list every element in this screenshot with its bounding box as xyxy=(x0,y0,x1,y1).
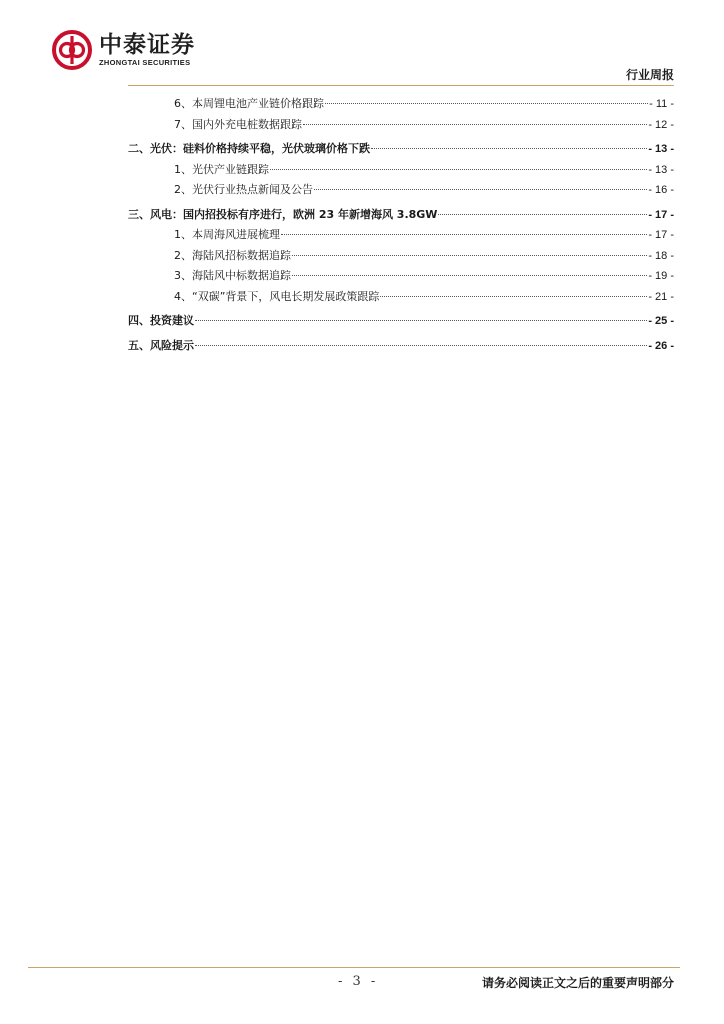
toc-entry-label: 4、“双碳”背景下，风电长期发展政策跟踪 xyxy=(174,289,380,303)
table-of-contents xyxy=(128,94,674,356)
toc-entry-page: - 13 - xyxy=(648,163,674,176)
toc-entry[interactable] xyxy=(128,336,674,357)
toc-dot-leader xyxy=(195,345,647,346)
toc-entry[interactable] xyxy=(128,115,674,136)
toc-dot-leader xyxy=(195,320,647,321)
toc-entry[interactable] xyxy=(128,94,674,115)
page-number: - 3 - xyxy=(338,974,379,989)
toc-entry-page: - 19 - xyxy=(648,270,674,282)
page-header xyxy=(0,0,724,90)
toc-entry[interactable] xyxy=(128,139,674,160)
toc-entry-label: 2、海陆风招标数据追踪 xyxy=(174,248,291,262)
disclaimer-note: 请务必阅读正文之后的重要声明部分 xyxy=(481,976,674,990)
toc-entry-label: 3、海陆风中标数据追踪 xyxy=(174,269,291,282)
toc-entry-page: - 17 - xyxy=(648,208,674,221)
toc-entry-page: - 26 - xyxy=(648,339,674,352)
toc-dot-leader xyxy=(438,214,647,215)
toc-entry-page: - 13 - xyxy=(648,143,674,155)
toc-entry[interactable] xyxy=(128,246,674,267)
toc-dot-leader xyxy=(380,296,647,297)
toc-entry-page: - 11 - xyxy=(649,98,674,110)
toc-dot-leader xyxy=(292,255,647,256)
toc-entry-page: - 18 - xyxy=(648,249,674,262)
toc-entry-label: 2、光伏行业热点新闻及公告 xyxy=(174,183,313,196)
logo-emblem-icon xyxy=(52,30,92,70)
company-logo xyxy=(52,30,195,70)
toc-entry-label: 三、风电：国内招投标有序进行，欧洲 23 年新增海风 3.8GW xyxy=(128,207,438,221)
toc-entry[interactable] xyxy=(128,205,674,226)
toc-entry-label: 6、本周锂电池产业链价格跟踪 xyxy=(174,97,324,110)
toc-entry[interactable] xyxy=(128,225,674,246)
toc-entry-label: 7、国内外充电桩数据跟踪 xyxy=(174,117,302,131)
logo-chinese-name: 中泰证券 xyxy=(99,32,195,58)
toc-entry-label: 1、光伏产业链跟踪 xyxy=(174,162,269,176)
toc-entry[interactable] xyxy=(128,180,674,201)
toc-entry-page: - 25 - xyxy=(648,315,674,327)
toc-entry[interactable] xyxy=(128,287,674,308)
header-divider xyxy=(128,85,674,86)
toc-entry-label: 二、光伏：硅料价格持续平稳，光伏玻璃价格下跌 xyxy=(128,142,370,155)
toc-entry-page: - 16 - xyxy=(648,184,674,196)
toc-entry[interactable] xyxy=(128,266,674,287)
toc-dot-leader xyxy=(303,124,647,125)
toc-dot-leader xyxy=(281,234,647,235)
report-type-label: 行业周报 xyxy=(625,68,674,82)
footer-divider xyxy=(28,967,680,968)
toc-dot-leader xyxy=(292,275,647,276)
toc-entry[interactable] xyxy=(128,160,674,181)
toc-entry-label: 1、本周海风进展梳理 xyxy=(174,228,280,241)
toc-entry-label: 五、风险提示 xyxy=(128,338,194,352)
toc-entry-label: 四、投资建议 xyxy=(128,314,194,327)
logo-english-name: ZHONGTAI SECURITIES xyxy=(99,58,191,67)
toc-entry-page: - 21 - xyxy=(648,290,674,303)
toc-entry-page: - 17 - xyxy=(648,229,674,241)
toc-entry[interactable] xyxy=(128,311,674,332)
toc-dot-leader xyxy=(325,103,648,104)
toc-dot-leader xyxy=(371,148,647,149)
toc-entry-page: - 12 - xyxy=(648,118,674,131)
toc-dot-leader xyxy=(270,169,647,170)
toc-dot-leader xyxy=(314,189,647,190)
